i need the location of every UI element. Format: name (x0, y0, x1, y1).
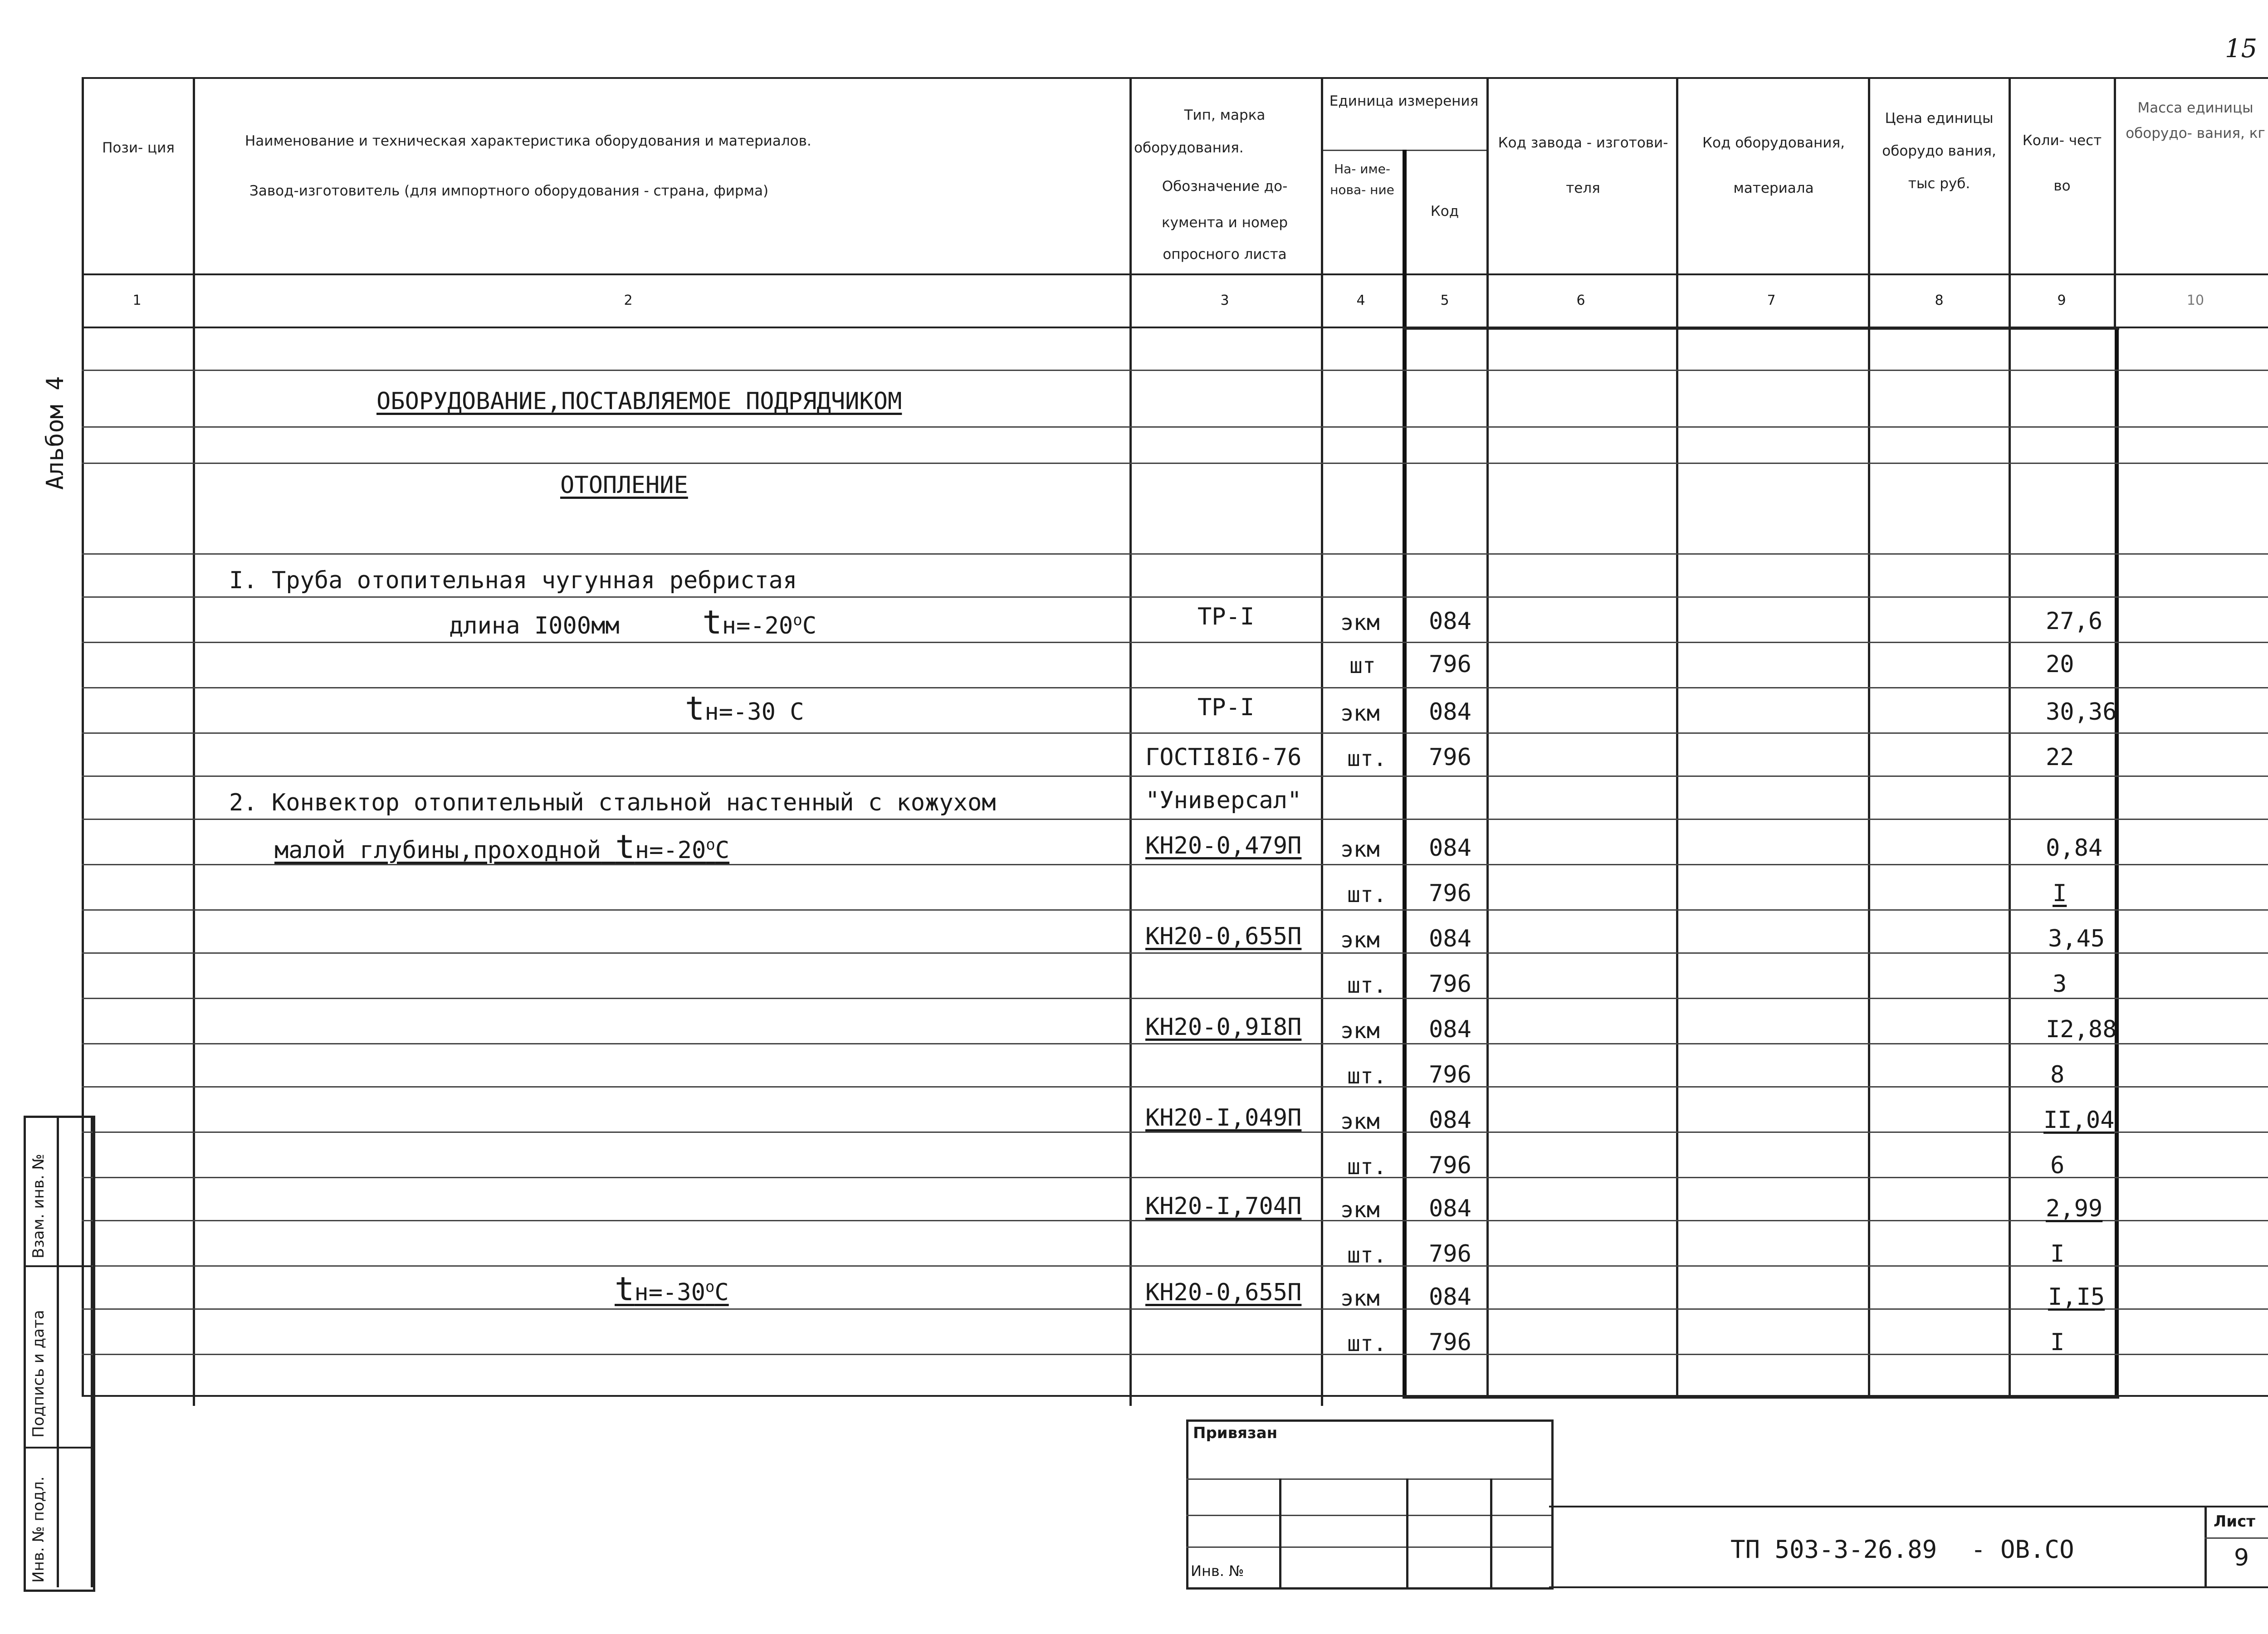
row-code: 796 (1429, 880, 1471, 907)
colnum-10: 10 (2186, 293, 2204, 308)
stamp-bound: Привязан (1193, 1424, 1278, 1442)
row-qty: I (2050, 1240, 2065, 1268)
row-code: 796 (1429, 1329, 1471, 1356)
item2-temp2-text: н=-30 (634, 1279, 705, 1306)
degree-sign: o (793, 611, 802, 629)
row-type: ТР-I (1198, 694, 1255, 721)
header-unit-name: На- име- нова- ние (1330, 161, 1394, 197)
t-symbol: t (615, 828, 635, 866)
row-type: КН20-0,479П (1145, 832, 1302, 859)
header-quantity: Коли- чест во (2022, 132, 2102, 194)
row-unit: шт. (1347, 1331, 1387, 1356)
row-unit: экм (1340, 837, 1380, 862)
row-qty: I (2050, 1329, 2065, 1356)
t-symbol: t (685, 689, 705, 727)
row-code: 796 (1429, 1061, 1471, 1088)
row-unit: экм (1340, 610, 1380, 635)
item2-temp1: н=-20 (635, 837, 706, 864)
header-unit-code: Код (1430, 203, 1459, 219)
row-unit: экм (1340, 1018, 1380, 1044)
header-type-line5: опросного листа (1163, 246, 1287, 263)
header-unit-group: Единица измерения (1329, 93, 1479, 109)
section-title: ОБОРУДОВАНИЕ,ПОСТАВЛЯЕМОЕ ПОДРЯДЧИКОМ (376, 388, 902, 415)
item1-length-text: длина I000мм (449, 612, 620, 639)
row-code: 084 (1429, 1195, 1471, 1222)
colnum-9: 9 (2057, 293, 2066, 308)
row-type: КН20-I,704П (1145, 1193, 1302, 1220)
t-symbol: t (702, 603, 722, 641)
row-qty: 30,36 (2046, 698, 2117, 726)
row-code: 796 (1429, 744, 1471, 771)
item1-temp1-unit: С (802, 612, 817, 639)
page-number-top: 15 (2225, 34, 2258, 63)
row-qty: I,I5 (2048, 1283, 2105, 1311)
row-code: 796 (1429, 1152, 1471, 1179)
stamp-inv-no: Инв. № (1191, 1562, 1244, 1580)
row-type: ТР-I (1198, 603, 1255, 630)
degree-sign: o (706, 835, 715, 854)
row-qty: 3 (2053, 971, 2067, 998)
colnum-3: 3 (1220, 293, 1229, 308)
row-type: ГОСТI8I6-76 (1145, 744, 1302, 771)
row-qty: I (2053, 880, 2067, 907)
item2-temp2 (615, 1270, 729, 1308)
colnum-6: 6 (1576, 293, 1585, 308)
header-mass: Масса единицы оборудо- вания, кг (2126, 100, 2265, 141)
row-type: КН20-0,655П (1145, 923, 1302, 950)
subsection-title: ОТОПЛЕНИЕ (560, 472, 688, 499)
row-qty: 27,6 (2046, 608, 2103, 635)
row-qty: 0,84 (2046, 834, 2103, 862)
item2-line2-text: малой глубины,проходной (274, 837, 601, 864)
row-code: 084 (1429, 608, 1471, 635)
row-code: 084 (1429, 1107, 1471, 1134)
row-qty: I2,88 (2046, 1016, 2117, 1043)
item1-temp1: н=-20 (722, 612, 793, 639)
colnum-5: 5 (1440, 293, 1449, 308)
row-unit: экм (1340, 1197, 1380, 1223)
header-type-line3: Обозначение до- (1162, 178, 1288, 195)
item1-title: I. Труба отопительная чугунная ребристая (229, 567, 797, 594)
colnum-8: 8 (1935, 293, 1944, 308)
row-qty: 6 (2050, 1152, 2065, 1179)
row-type: КН20-0,655П (1145, 1279, 1302, 1306)
row-type: "Универсал" (1145, 787, 1302, 814)
row-unit: экм (1340, 701, 1380, 726)
header-type-line4: кумента и номер (1161, 215, 1288, 231)
degree-sign: o (705, 1278, 715, 1296)
row-unit: шт (1349, 653, 1376, 678)
row-code: 084 (1429, 925, 1471, 952)
row-unit: экм (1340, 1109, 1380, 1134)
document-code: ТП 503-3-26.89 (1730, 1535, 1937, 1564)
row-code: 084 (1429, 834, 1471, 862)
colnum-1: 1 (132, 293, 142, 308)
item1-temp2 (685, 689, 804, 727)
document-suffix: - ОВ.СО (1971, 1535, 2074, 1564)
item1-temp2-text: н=-30 С (704, 698, 804, 726)
header-price: Цена единицы оборудо вания, тыс руб. (1882, 110, 1996, 192)
margin-podpis: Подпись и дата (29, 1310, 48, 1438)
margin-inv-podl: Инв. № подл. (29, 1476, 48, 1583)
item2-temp1-unit: С (715, 837, 730, 864)
t-symbol: t (615, 1270, 635, 1308)
header-name-line2: Завод-изготовитель (для импортного оборудования - страна, фирма) (249, 183, 769, 199)
header-position: Пози- ция (102, 140, 175, 156)
header-type-line1: Тип, марка (1184, 107, 1266, 123)
row-unit: шт. (1347, 1243, 1387, 1268)
row-type: КН20-I,049П (1145, 1104, 1302, 1132)
header-equipment-code: Код оборудования, материала (1702, 135, 1845, 196)
row-unit: экм (1340, 1286, 1380, 1311)
item2-line1: 2. Конвектор отопительный стальной настенный с кожухом (229, 789, 996, 816)
row-qty: 20 (2046, 651, 2074, 678)
item1-length (449, 603, 816, 641)
album-label: Альбом 4 (42, 376, 69, 490)
sheet-label: Лист (2214, 1512, 2255, 1531)
row-unit: шт. (1347, 882, 1387, 907)
row-qty: II,04 (2043, 1107, 2115, 1134)
row-qty: 22 (2046, 744, 2074, 771)
row-unit: шт. (1347, 746, 1387, 771)
item2-line2 (274, 828, 729, 866)
row-qty: 3,45 (2048, 925, 2105, 952)
header-name-line1: Наименование и техническая характеристика оборудования и материалов. (245, 133, 811, 149)
row-code: 796 (1429, 1240, 1471, 1268)
header-type-line2: оборудования. (1134, 140, 1244, 156)
row-unit: экм (1340, 927, 1380, 953)
colnum-2: 2 (624, 293, 633, 308)
colnum-7: 7 (1767, 293, 1776, 308)
row-code: 796 (1429, 971, 1471, 998)
row-code: 084 (1429, 1016, 1471, 1043)
row-unit: шт. (1347, 1063, 1387, 1089)
row-code: 084 (1429, 698, 1471, 726)
row-qty: 8 (2050, 1061, 2065, 1088)
row-unit: шт. (1347, 1154, 1387, 1180)
row-type: КН20-0,9I8П (1145, 1014, 1302, 1041)
header-factory-code: Код завода - изготови- теля (1498, 135, 1668, 196)
row-code: 796 (1429, 651, 1471, 678)
sheet-number: 9 (2234, 1544, 2249, 1571)
row-code: 084 (1429, 1283, 1471, 1311)
margin-vzam: Взам. инв. № (29, 1154, 48, 1258)
row-unit: шт. (1347, 973, 1387, 998)
colnum-4: 4 (1356, 293, 1365, 308)
item2-temp2-unit: С (714, 1279, 729, 1306)
row-qty: 2,99 (2046, 1195, 2103, 1222)
